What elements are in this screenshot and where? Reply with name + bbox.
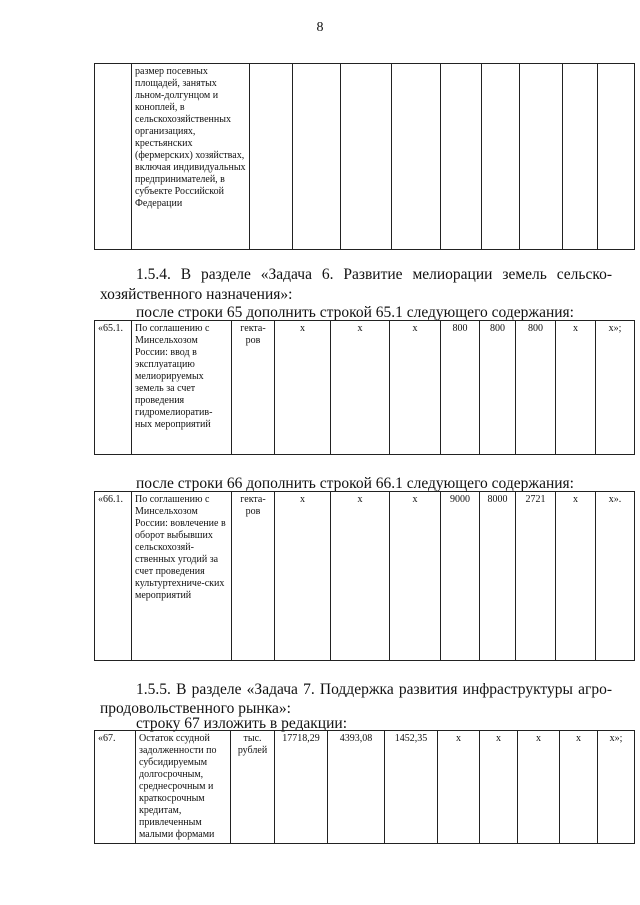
unit: гекта-ров	[232, 492, 275, 661]
value-cell: 800	[480, 321, 516, 455]
value-cell	[520, 64, 563, 250]
value-cell	[392, 64, 441, 250]
value-cell: х	[275, 321, 331, 455]
table-row-65-1	[94, 320, 635, 455]
row-number: «65.1.	[95, 321, 132, 455]
value-cell: 9000	[441, 492, 480, 661]
value-cell: х	[390, 492, 441, 661]
indicator-name: размер посевных площадей, занятых льном-долгунцом и коноплей, в сельскохозяйственных организациях, крестьянских (фермерских) хозяйствах, включая индивидуальных предпринимателей, в субъекте Российской Федерации	[132, 64, 250, 250]
section-155-line1: 1.5.5. В разделе «Задача 7. Поддержка развития инфраструктуры агро-	[136, 681, 612, 698]
indicator-name: Остаток ссудной задолженности по субсидируемым долгосрочным, среднесрочным и краткосрочным кредитам, привлеченным малыми формами	[136, 731, 231, 844]
value-cell: х	[331, 492, 390, 661]
value-cell	[598, 64, 635, 250]
value-cell: 800	[516, 321, 556, 455]
value-cell: х»;	[598, 731, 635, 844]
value-cell: х»;	[596, 321, 635, 455]
value-cell: 2721	[516, 492, 556, 661]
row-number: «66.1.	[95, 492, 132, 661]
section-155-line2: продовольственного рынка»:	[100, 700, 291, 717]
value-cell: 8000	[480, 492, 516, 661]
indicator-name: По соглашению с Минсельхозом России: ввод в эксплуатацию мелиорируемых земель за счет проведения гидромелиоратив-ных мероприятий	[132, 321, 232, 455]
unit: тыс. рублей	[231, 731, 275, 844]
table-row-67	[94, 730, 635, 844]
value-cell: х	[438, 731, 480, 844]
value-cell	[293, 64, 341, 250]
value-cell	[482, 64, 520, 250]
section-155-line3: строку 67 изложить в редакции:	[136, 715, 347, 732]
value-cell: х	[390, 321, 441, 455]
section-154-line1: 1.5.4. В разделе «Задача 6. Развитие мелиорации земель сельско-	[136, 266, 612, 283]
table-row-66-1	[94, 491, 635, 661]
value-cell: х	[560, 731, 598, 844]
value-cell: х	[556, 321, 596, 455]
table-row	[95, 731, 635, 844]
after-row-66-line: после строки 66 дополнить строкой 66.1 следующего содержания:	[136, 475, 574, 492]
value-cell: х	[556, 492, 596, 661]
section-154-line2: хозяйственного назначения»:	[100, 286, 293, 303]
unit	[250, 64, 293, 250]
table-row	[95, 64, 635, 250]
row-number	[95, 64, 132, 250]
table-indicator-flax	[94, 63, 635, 250]
section-154-line3: после строки 65 дополнить строкой 65.1 следующего содержания:	[136, 304, 574, 321]
value-cell: 800	[441, 321, 480, 455]
value-cell: х	[480, 731, 518, 844]
page-number: 8	[316, 20, 324, 35]
value-cell: х	[518, 731, 560, 844]
value-cell: 17718,29	[275, 731, 328, 844]
table-row	[95, 492, 635, 661]
value-cell: х».	[596, 492, 635, 661]
row-number: «67.	[95, 731, 136, 844]
value-cell: 4393,08	[328, 731, 385, 844]
indicator-name: По соглашению с Минсельхозом России: вовлечение в оборот выбывших сельскохозяй-ственных угодий за счет проведения культуртехниче-ских мероприятий	[132, 492, 232, 661]
value-cell	[441, 64, 482, 250]
value-cell: х	[275, 492, 331, 661]
unit: гекта-ров	[232, 321, 275, 455]
table-row	[95, 321, 635, 455]
value-cell	[563, 64, 598, 250]
value-cell	[341, 64, 392, 250]
value-cell: 1452,35	[385, 731, 438, 844]
value-cell: х	[331, 321, 390, 455]
